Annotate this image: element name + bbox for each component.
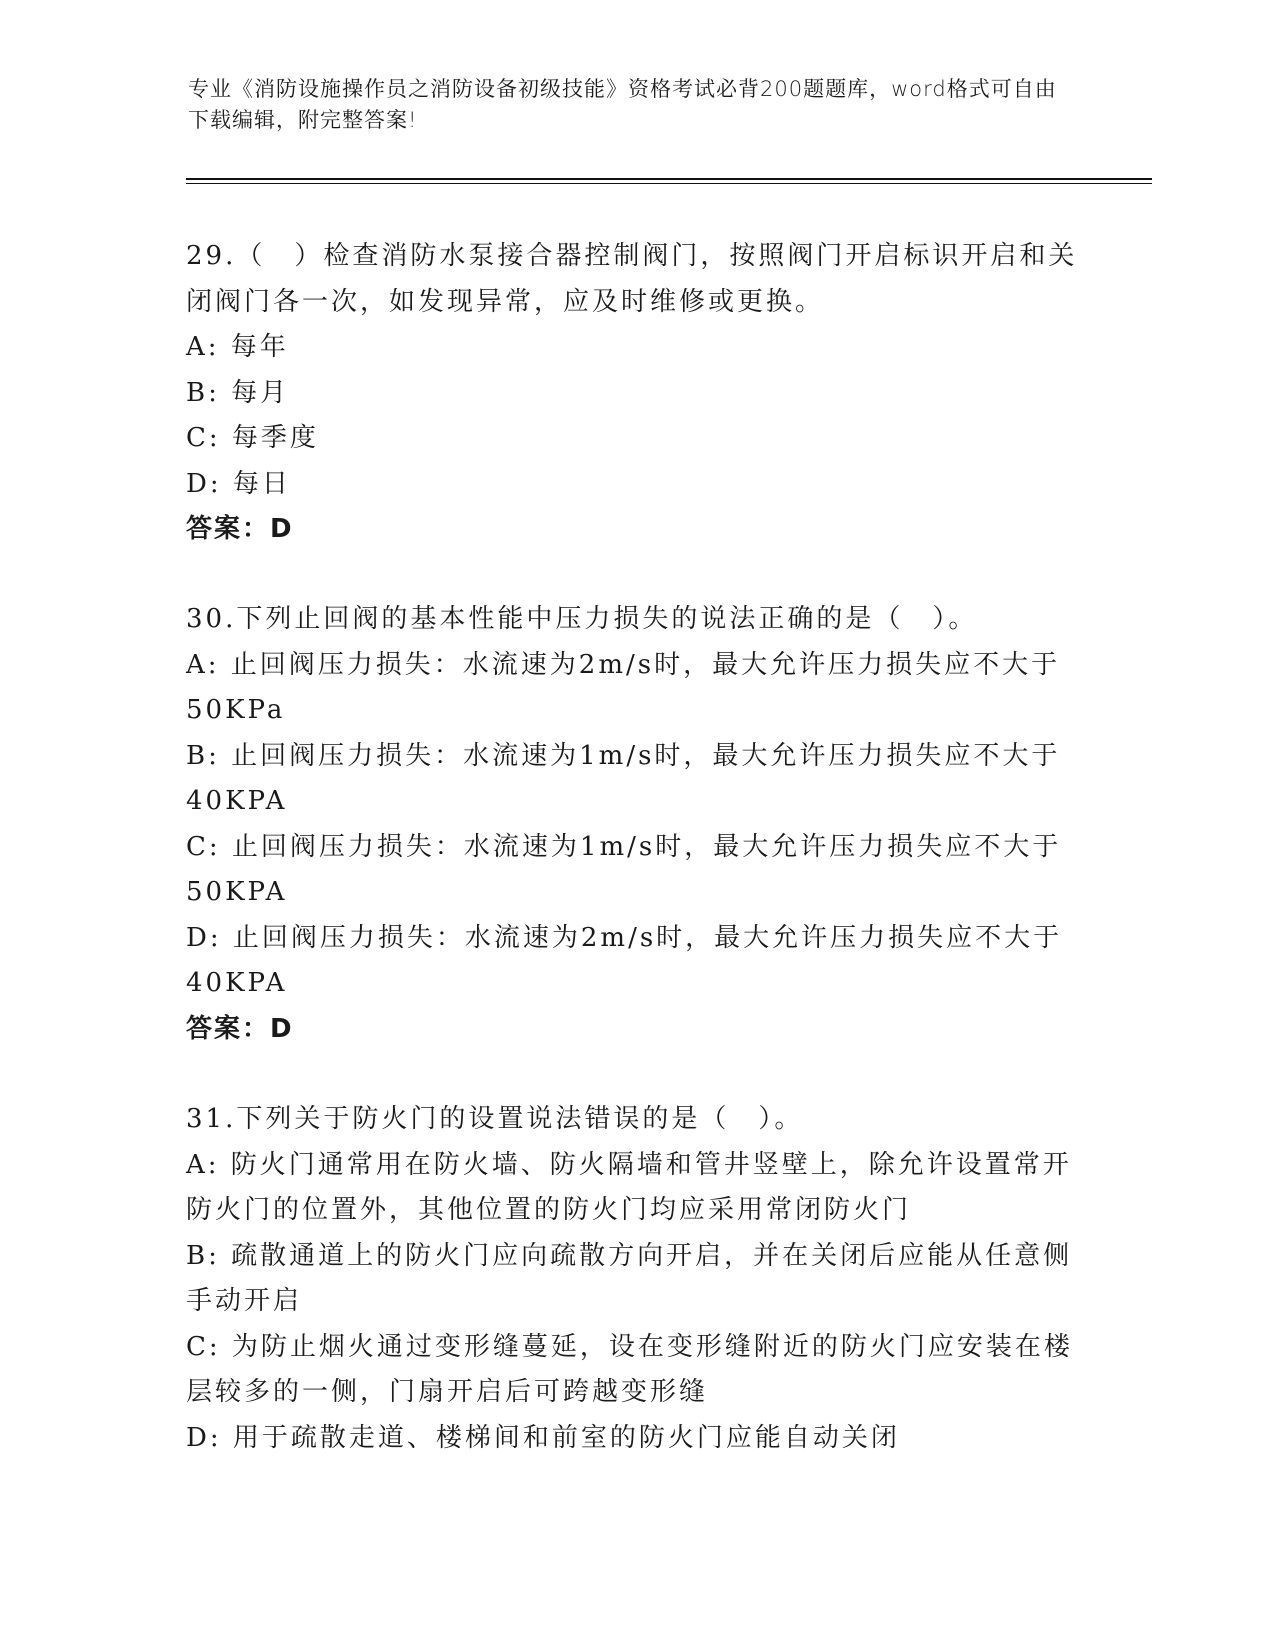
header-divider-thin <box>186 183 1152 184</box>
option-a: A: 止回阀压力损失：水流速为2m/s时，最大允许压力损失应不大于50KPa <box>186 649 1061 725</box>
question-stem: 29.（ ）检查消防水泵接合器控制阀门，按照阀门开启标识开启和关闭阀门各一次，如发现异常，应及时维修或更换。 <box>186 241 1078 317</box>
option-d: D: 用于疏散走道、楼梯间和前室的防火门应能自动关闭 <box>186 1422 900 1453</box>
option-d: D: 止回阀压力损失：水流速为2m/s时，最大允许压力损失应不大于40KPA <box>186 922 1063 998</box>
option-a: A: 每年 <box>186 332 289 362</box>
answer-label: 答案：D <box>186 514 294 544</box>
option-d: D: 每日 <box>186 468 291 499</box>
answer-label: 答案：D <box>186 1013 294 1044</box>
document-header: 专业《消防设施操作员之消防设备初级技能》资格考试必背200题题库，word格式可自由下载编辑，附完整答案! <box>188 77 1057 132</box>
header-divider-thick <box>186 178 1152 180</box>
option-b: B: 每月 <box>186 377 290 408</box>
question-31 <box>186 1097 1086 1461</box>
question-29 <box>186 234 1086 553</box>
option-c: C: 止回阀压力损失：水流速为1m/s时，最大允许压力损失应不大于50KPA <box>186 831 1062 907</box>
option-c: C: 为防止烟火通过变形缝蔓延，设在变形缝附近的防火门应安装在楼层较多的一侧，门扇开启后可跨越变形缝 <box>186 1331 1073 1407</box>
question-stem: 30.下列止回阀的基本性能中压力损失的说法正确的是（ ）。 <box>186 604 978 634</box>
question-30 <box>186 597 1086 1052</box>
question-stem: 31.下列关于防火门的设置说法错误的是（ ）。 <box>186 1104 804 1134</box>
option-c: C: 每季度 <box>186 423 319 453</box>
option-a: A: 防火门通常用在防火墙、防火隔墙和管井竖壁上，除允许设置常开防火门的位置外，其他位置的防火门均应采用常闭防火门 <box>186 1149 1072 1225</box>
option-b: B: 疏散通道上的防火门应向疏散方向开启，并在关闭后应能从任意侧手动开启 <box>186 1240 1073 1316</box>
option-b: B: 止回阀压力损失：水流速为1m/s时，最大允许压力损失应不大于40KPA <box>186 740 1061 816</box>
